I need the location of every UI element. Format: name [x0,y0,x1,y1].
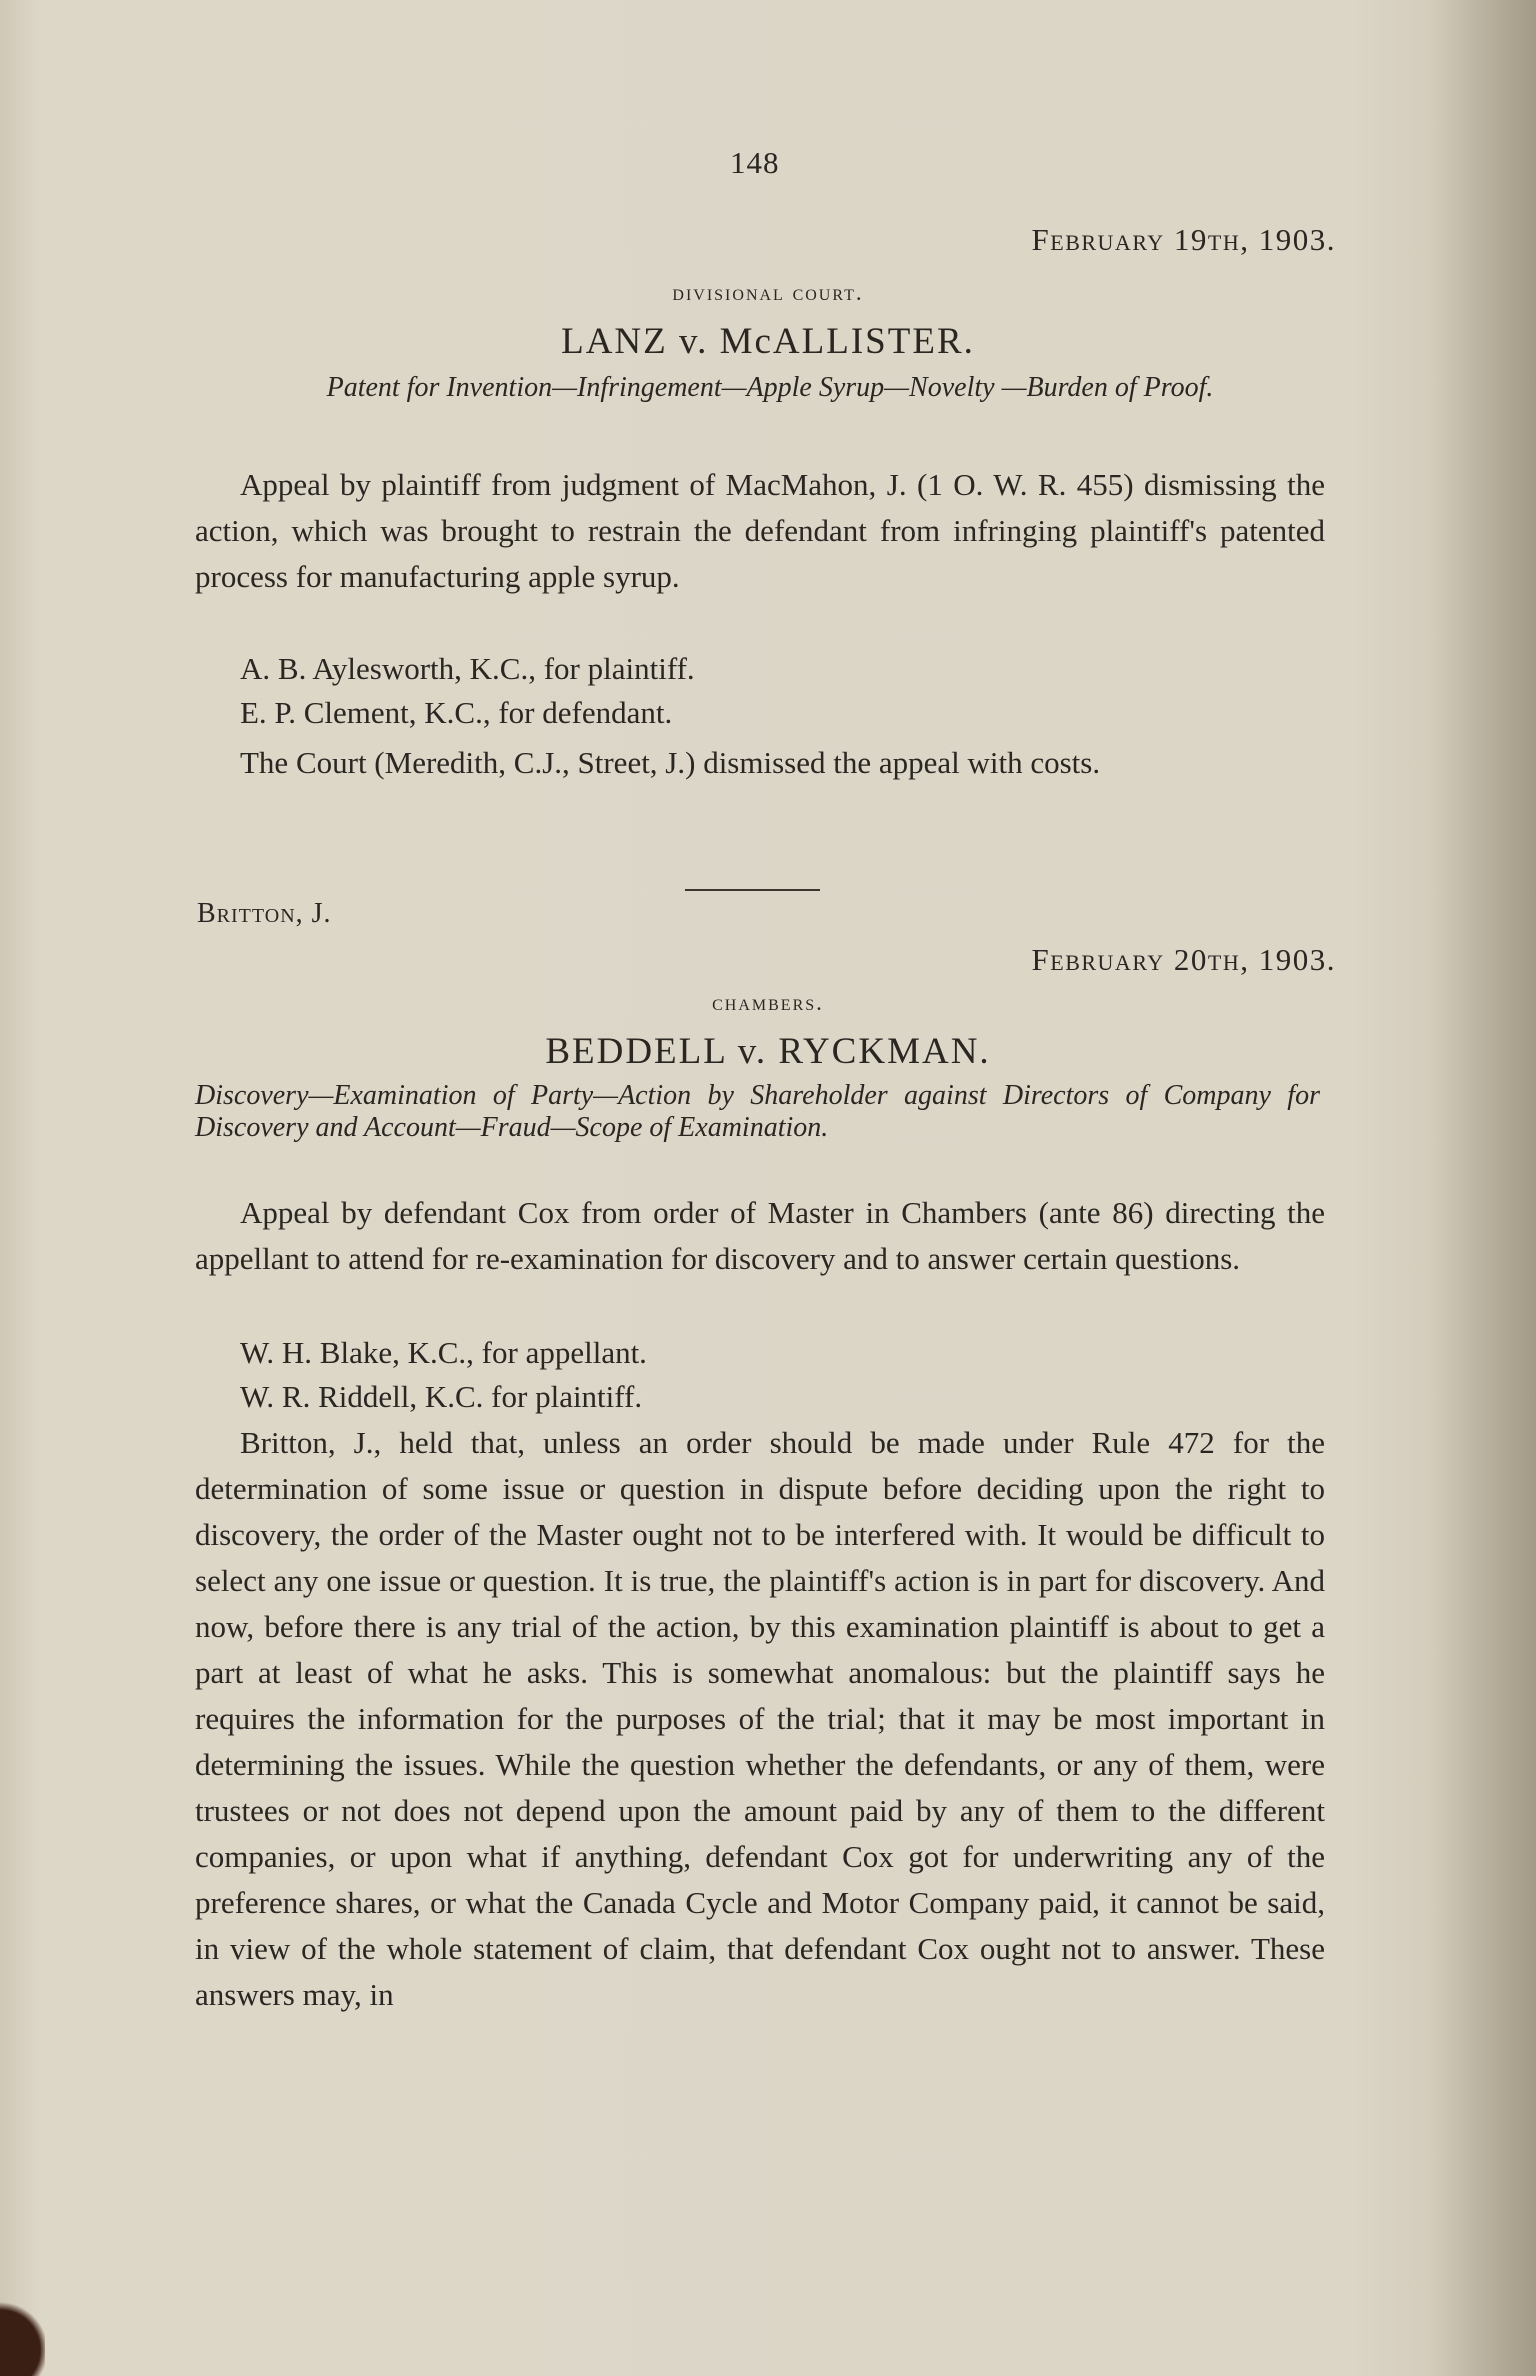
case1-title: LANZ v. McALLISTER. [561,321,975,362]
case2-date: February 20th, 1903. [1031,942,1336,977]
case1-holding: The Court (Meredith, C.J., Street, J.) dismissed the appeal with costs. [240,745,1101,780]
case2-title: BEDDELL v. RYCKMAN. [545,1031,991,1072]
case1-counsel-defendant: E. P. Clement, K.C., for defendant. [240,695,673,730]
case1-court: divisional court. [672,280,864,305]
case2-judgment: Britton, J., held that, unless an order should be made under Rule 472 for the determination of some issue or question in dispute before deciding upon the right to discovery, the order of the Master ought not to be interfered with. It would be difficult to select any one issue or question. It is true, the plaintiff's action is in part for discovery. And now, before there is any trial of the action, by this examination plaintiff is about to get a part at least of what he asks. This is somewhat anomalous: but the plaintiff says he requires the information for the purposes of the trial; that it may be most important in determining the issues. While the question whether the defendants, or any of them, were trustees or not does not depend upon the amount paid by any of them to the different companies, or upon what if anything, defendant Cox got for underwriting any of the preference shares, or what the Canada Cycle and Motor Company paid, it cannot be said, in view of the whole statement of claim, that defendant Cox ought not to answer. These answers may, in [195,1425,1325,2012]
case1-date: February 19th, 1903. [1031,222,1336,257]
case2-court: chambers. [712,990,824,1015]
case2-judge: Britton, J. [197,898,332,929]
case2-headnote: Discovery—Examination of Party—Action by Shareholder against Directors of Company for Discovery and Account—Fraud—Scope of Examination. [195,1080,1320,1143]
case1-appeal-paragraph: Appeal by plaintiff from judgment of MacMahon, J. (1 O. W. R. 455) dismissing the action, which was brought to restrain the defendant from infringing plaintiff's patented process for manufacturing apple syrup. [195,467,1325,594]
case1-counsel-plaintiff: A. B. Aylesworth, K.C., for plaintiff. [240,651,695,686]
page-corner-shadow [0,2270,45,2376]
case1-headnote: Patent for Invention—Infringement—Apple Syrup—Novelty —Burden of Proof. [326,372,1214,403]
case2-appeal-paragraph: Appeal by defendant Cox from order of Master in Chambers (ante 86) directing the appellant to attend for re-examination for discovery and to answer certain questions. [195,1195,1325,1276]
section-divider [685,889,820,891]
case2-counsel-appellant: W. H. Blake, K.C., for appellant. [240,1335,647,1370]
case2-counsel-plaintiff: W. R. Riddell, K.C. for plaintiff. [240,1379,643,1414]
page-number: 148 [730,145,780,180]
